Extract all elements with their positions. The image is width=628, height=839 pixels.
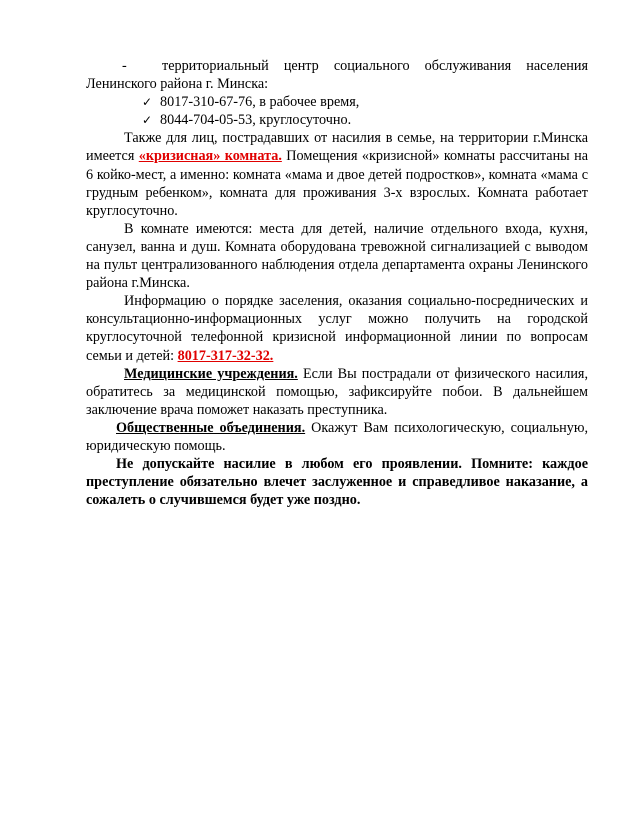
territorial-center-text: территориальный центр социального обслуживания населения Ленинского района г. Минска:: [86, 58, 588, 93]
phone-text-2: 8044-704-05-53, круглосуточно.: [160, 112, 352, 129]
crisis-room-paragraph: [86, 129, 588, 219]
medical-heading: Медицинские учреждения.: [124, 365, 298, 382]
crisis-intro-text: Также для лиц, пострадавших от насилия в семье, на территории г.Минска имеется: [86, 130, 588, 165]
phone-line-1: [86, 93, 588, 111]
public-organizations-paragraph: [86, 419, 588, 455]
crisis-room-link[interactable]: «кризисная» комната.: [138, 148, 282, 165]
checkmark-icon: ✓: [142, 113, 153, 128]
phone-text-1: 8017-310-67-76, в рабочее время,: [160, 94, 360, 111]
territorial-center-paragraph: [86, 57, 588, 93]
hotline-phone[interactable]: 8017-317-32-32.: [177, 347, 274, 364]
list-dash: -: [122, 58, 127, 74]
document-page: [86, 57, 588, 509]
public-organizations-heading: Общественные объединения.: [116, 419, 306, 436]
info-line-paragraph: [86, 292, 588, 364]
medical-text: Если Вы пострадали от физического насилия, обратитесь за медицинской помощью, зафиксируйте побои. В дальнейшем заключение врача поможет наказать преступника.: [86, 365, 588, 418]
phone-line-2: [86, 111, 588, 129]
checkmark-icon: ✓: [142, 95, 153, 110]
warning-paragraph: Не допускайте насилие в любом его проявлении. Помните: каждое преступление обязательно влечет заслуженное и справедливое наказание, а сожалеть о случившемся будет уже поздно.: [86, 456, 588, 509]
room-facilities-paragraph: В комнате имеются: места для детей, наличие отдельного входа, кухня, санузел, ванна и душ. Комната оборудована тревожной сигнализацией с выводом на пульт централизованного наблюдения отдела департамента охраны Ленинского района г.Минска.: [86, 220, 588, 292]
medical-paragraph: [86, 365, 588, 419]
public-organizations-text: Окажут Вам психологическую, социальную, юридическую помощь.: [86, 419, 589, 454]
crisis-details-text: Помещения «кризисной» комнаты рассчитаны на 6 койко-мест, а именно: комната «мама и двое детей подростков», комната «мама с грудным ребенком», комната для проживания 3-х взрослых. Комната работает круглосуточно.: [86, 148, 588, 219]
info-line-text: Информацию о порядке заселения, оказания социально-посреднических и консультационно-информационных услуг можно получить на городской круглосуточной телефонной кризисной информационной линии по вопросам семьи и детей:: [86, 293, 588, 364]
